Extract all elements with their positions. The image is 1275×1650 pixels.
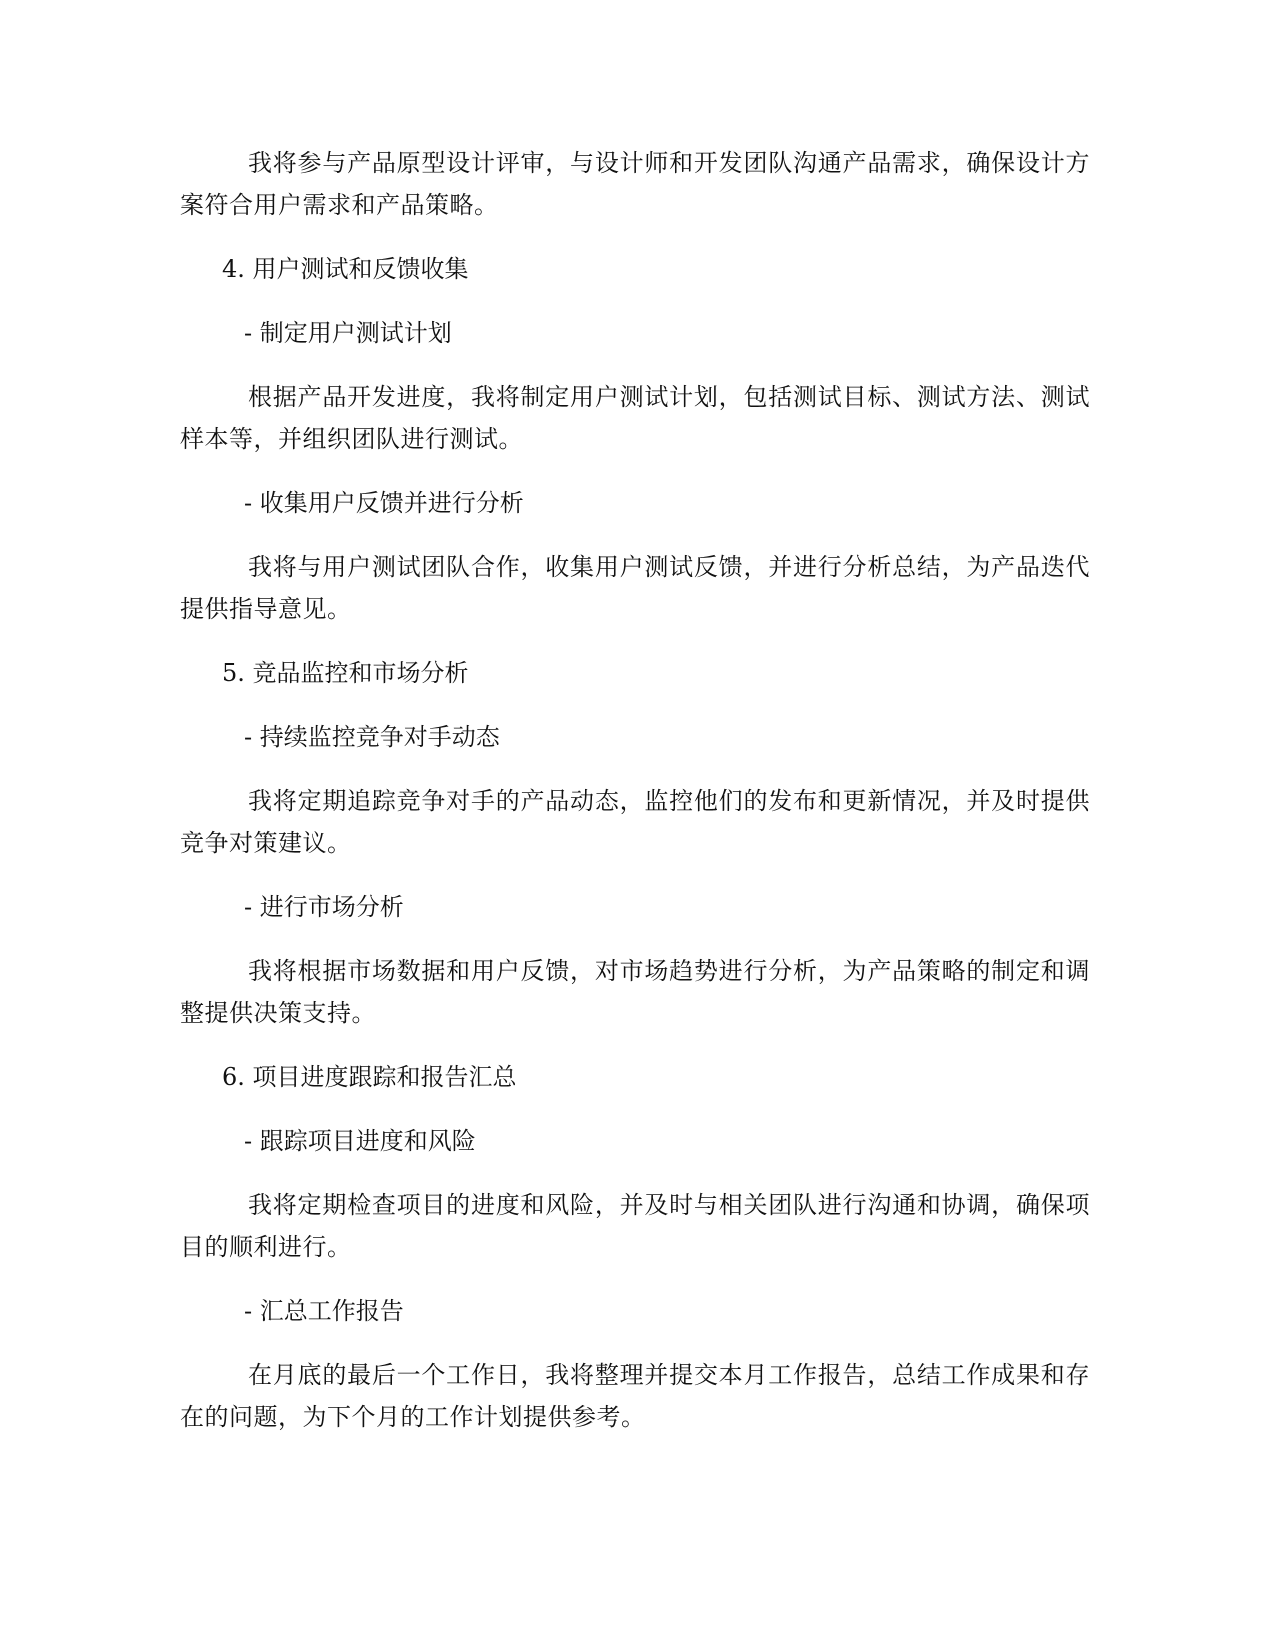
subheading-work-report: - 汇总工作报告 xyxy=(244,1297,404,1325)
subheading-market-analysis: - 进行市场分析 xyxy=(244,893,404,921)
paragraph-work-report: 在月底的最后一个工作日，我将整理并提交本月工作报告，总结工作成果和存在的问题，为下个月的工作计划提供参考。 xyxy=(180,1361,1090,1431)
subheading-monitor-competitors: - 持续监控竞争对手动态 xyxy=(244,723,500,751)
paragraph-design-review: 我将参与产品原型设计评审，与设计师和开发团队沟通产品需求，确保设计方案符合用户需求和产品策略。 xyxy=(180,149,1090,219)
subheading-track-progress: - 跟踪项目进度和风险 xyxy=(244,1127,476,1155)
document-page xyxy=(180,142,1090,1460)
paragraph-track-progress: 我将定期检查项目的进度和风险，并及时与相关团队进行沟通和协调，确保项目的顺利进行。 xyxy=(180,1191,1090,1261)
section-heading-user-testing: 4. 用户测试和反馈收集 xyxy=(222,255,469,283)
paragraph-monitor-competitors: 我将定期追踪竞争对手的产品动态，监控他们的发布和更新情况，并及时提供竞争对策建议。 xyxy=(180,787,1090,857)
paragraph-test-plan: 根据产品开发进度，我将制定用户测试计划，包括测试目标、测试方法、测试样本等，并组织团队进行测试。 xyxy=(180,383,1090,453)
paragraph-collect-feedback: 我将与用户测试团队合作，收集用户测试反馈，并进行分析总结，为产品迭代提供指导意见。 xyxy=(180,553,1090,623)
paragraph-market-analysis: 我将根据市场数据和用户反馈，对市场趋势进行分析，为产品策略的制定和调整提供决策支持。 xyxy=(180,957,1090,1027)
subheading-test-plan: - 制定用户测试计划 xyxy=(244,319,452,347)
section-heading-competitor-monitoring: 5. 竞品监控和市场分析 xyxy=(222,659,469,687)
section-heading-project-tracking: 6. 项目进度跟踪和报告汇总 xyxy=(222,1063,517,1091)
subheading-collect-feedback: - 收集用户反馈并进行分析 xyxy=(244,489,524,517)
